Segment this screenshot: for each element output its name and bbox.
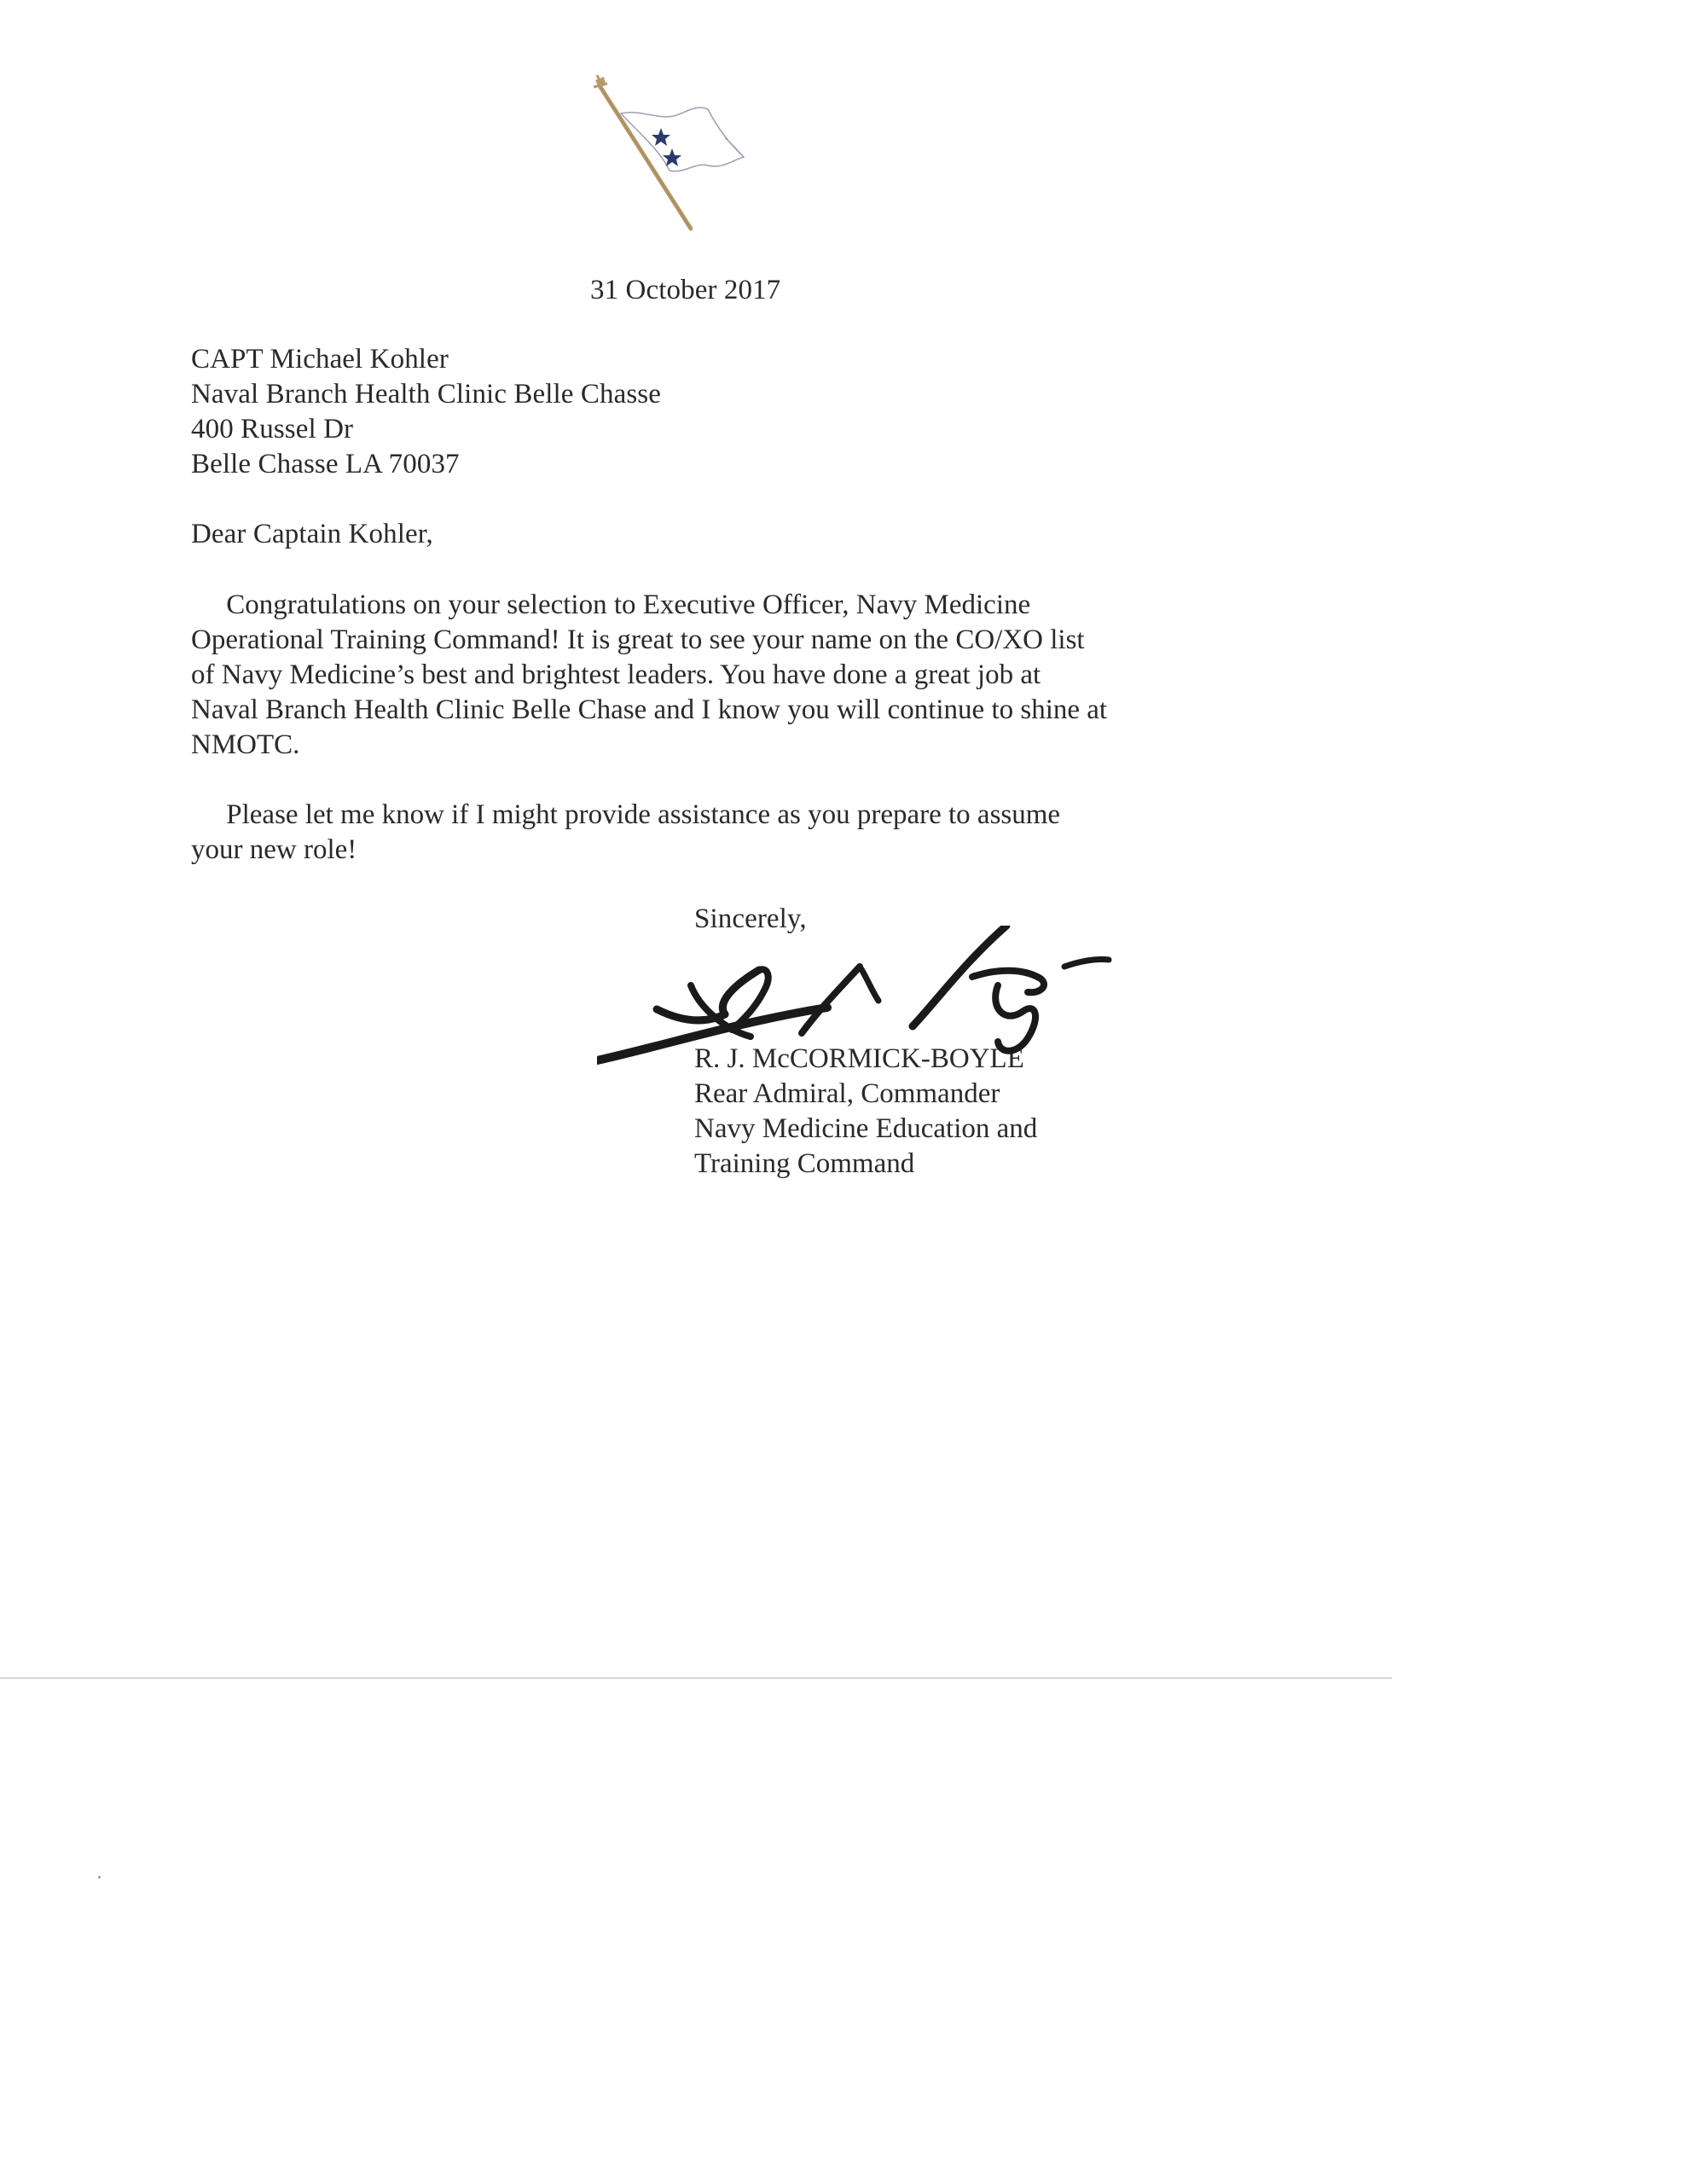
signatory-command: Navy Medicine Education and xyxy=(694,1113,1038,1144)
body-paragraph-1 xyxy=(191,588,1107,763)
body-paragraph-2 xyxy=(191,798,1060,868)
recipient-address xyxy=(191,342,661,482)
body-line: NMOTC. xyxy=(191,729,300,760)
scan-speck xyxy=(98,1876,101,1879)
letter-date: 31 October 2017 xyxy=(590,275,781,305)
body-line: of Navy Medicine’s best and brightest leaders. You have done a great job at xyxy=(191,659,1041,690)
closing: Sincerely, xyxy=(694,903,807,934)
body-line: Operational Training Command! It is great to see your name on the CO/XO list xyxy=(191,624,1085,655)
recipient-street: 400 Russel Dr xyxy=(191,414,354,444)
signatory-title: Rear Admiral, Commander xyxy=(694,1078,1000,1109)
recipient-name: CAPT Michael Kohler xyxy=(191,344,449,375)
signatory-command-cont: Training Command xyxy=(694,1148,915,1179)
recipient-organization: Naval Branch Health Clinic Belle Chasse xyxy=(191,379,661,410)
body-line: Congratulations on your selection to Executive Officer, Navy Medicine xyxy=(191,590,1031,620)
body-line: Please let me know if I might provide assistance as you prepare to assume xyxy=(191,799,1061,830)
signatory-name: R. J. McCORMICK-BOYLE xyxy=(694,1043,1024,1074)
page-fold-line xyxy=(0,1677,1392,1679)
recipient-city-state-zip: Belle Chasse LA 70037 xyxy=(191,449,460,479)
salutation: Dear Captain Kohler, xyxy=(191,519,433,549)
two-star-flag-icon xyxy=(588,75,785,237)
handwritten-signature xyxy=(597,926,1126,1079)
body-line: Naval Branch Health Clinic Belle Chase and I know you will continue to shine at xyxy=(191,694,1108,725)
body-line: your new role! xyxy=(191,834,357,865)
